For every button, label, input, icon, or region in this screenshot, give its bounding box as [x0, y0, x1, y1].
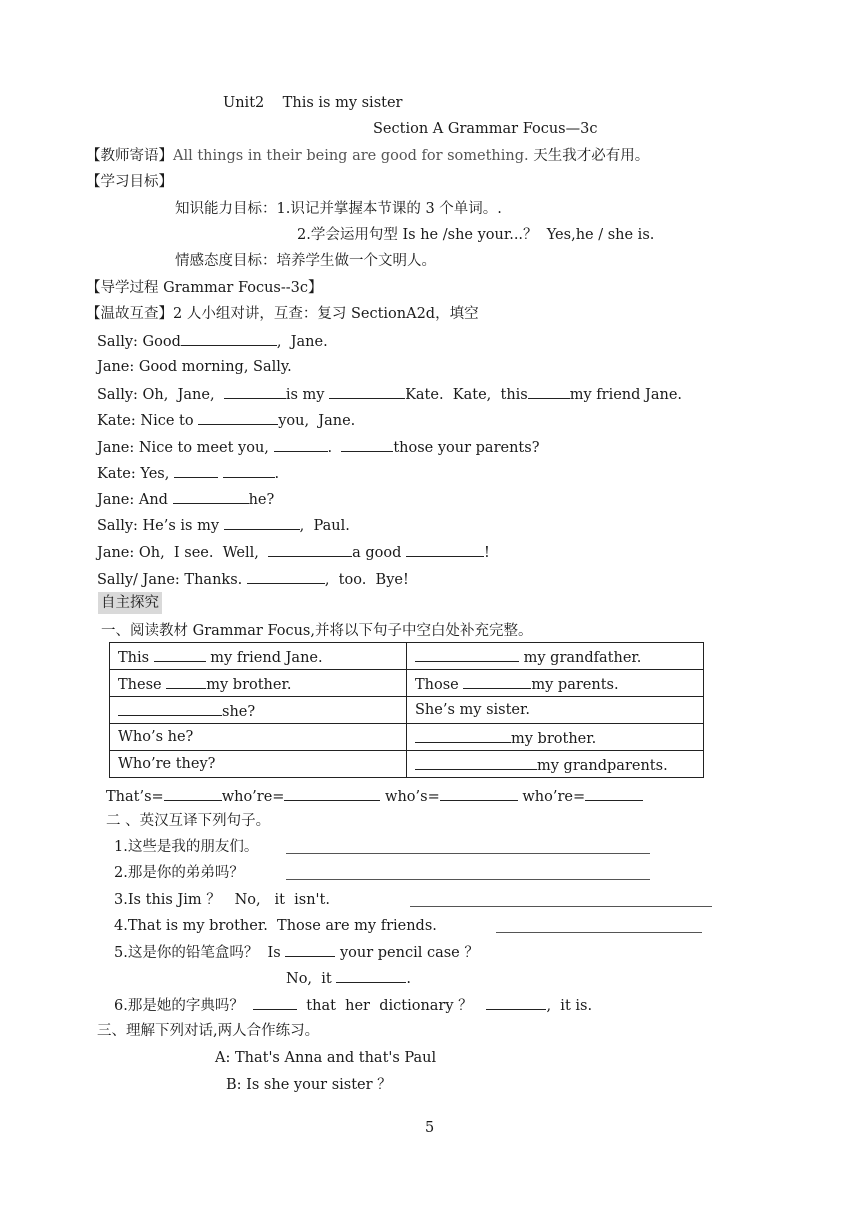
- translate-item: No, it .: [286, 968, 411, 989]
- translate-item: 5.这是你的铅笔盒吗？ Is your pencil case ？: [114, 942, 479, 963]
- table-row: [110, 751, 704, 778]
- translate-item: 6.那是她的字典吗？ that her dictionary ？ , it is.: [114, 995, 592, 1016]
- part1-instruction: 一、阅读教材 Grammar Focus,并将以下句子中空白处补充完整。: [101, 623, 533, 639]
- unit-title: Unit2 This is my sister: [223, 95, 403, 111]
- table-row: [110, 724, 704, 751]
- dialogue-line: Kate: Nice to you, Jane.: [97, 410, 355, 431]
- table-row: [110, 697, 704, 724]
- blank[interactable]: [164, 786, 222, 801]
- objectives-label: 【学习目标】: [86, 174, 173, 190]
- process-label: 【导学过程 Grammar Focus--3c】: [86, 280, 323, 296]
- blank[interactable]: [415, 647, 519, 662]
- dialogue-line: Sally/ Jane: Thanks. , too. Bye!: [97, 569, 409, 590]
- motto-chinese: 天生我才必有用。: [528, 148, 650, 164]
- blank[interactable]: [284, 786, 380, 801]
- blank[interactable]: [223, 463, 275, 478]
- table-cell: Those my parents.: [407, 670, 704, 697]
- blank[interactable]: [198, 410, 278, 425]
- dialogue-b: B: Is she your sister ？: [226, 1077, 392, 1093]
- table-cell: my brother.: [407, 724, 704, 751]
- table-row: [110, 643, 704, 670]
- review-title: 【温故互查】2 人小组对讲，互查：复习 SectionA2d，填空: [86, 306, 479, 322]
- blank[interactable]: [154, 647, 206, 662]
- answer-line[interactable]: [496, 931, 702, 933]
- table-cell: my grandparents.: [407, 751, 704, 778]
- table-cell: She’s my sister.: [407, 697, 704, 724]
- blank[interactable]: [274, 437, 328, 452]
- blank[interactable]: [415, 728, 511, 743]
- blank[interactable]: [528, 384, 570, 399]
- table-cell: she?: [110, 697, 407, 724]
- blank[interactable]: [415, 755, 537, 770]
- blank[interactable]: [118, 701, 222, 716]
- blank[interactable]: [166, 674, 206, 689]
- dialogue-line: Jane: Oh, I see. Well, a good !: [97, 542, 490, 563]
- blank[interactable]: [285, 942, 335, 957]
- blank[interactable]: [440, 786, 518, 801]
- blank[interactable]: [336, 968, 406, 983]
- dialogue-line: Sally: He’s is my , Paul.: [97, 515, 350, 536]
- blank[interactable]: [224, 515, 300, 530]
- blank[interactable]: [406, 542, 484, 557]
- blank[interactable]: [463, 674, 531, 689]
- objective-knowledge: 知识能力目标：1.识记并掌握本节课的 3 个单词。.: [175, 201, 502, 217]
- blank[interactable]: [486, 995, 546, 1010]
- blank[interactable]: [174, 463, 218, 478]
- blank[interactable]: [585, 786, 643, 801]
- table-cell: Who’s he?: [110, 724, 407, 751]
- part3-instruction: 三、理解下列对话,两人合作练习。: [97, 1023, 320, 1039]
- table-row: [110, 670, 704, 697]
- answer-line[interactable]: [286, 878, 650, 880]
- blank[interactable]: [181, 331, 277, 346]
- dialogue-line: Sally: Oh, Jane, is my Kate. Kate, this my friend Jane.: [97, 384, 682, 405]
- grammar-table: [109, 642, 704, 778]
- blank[interactable]: [253, 995, 297, 1010]
- dialogue-line: Jane: Good morning, Sally.: [97, 359, 292, 375]
- blank[interactable]: [268, 542, 352, 557]
- table-cell: Who’re they?: [110, 751, 407, 778]
- motto-label: 【教师寄语】: [86, 148, 173, 164]
- blank[interactable]: [341, 437, 393, 452]
- dialogue-a: A: That's Anna and that's Paul: [215, 1050, 437, 1066]
- translate-item: 3.Is this Jim ？ No, it isn't.: [114, 892, 335, 908]
- answer-line[interactable]: [286, 852, 650, 854]
- dialogue-line: Jane: Nice to meet you, . those your parents?: [97, 437, 539, 458]
- blank[interactable]: [224, 384, 286, 399]
- translate-item: 4.That is my brother. Those are my friends.: [114, 918, 437, 934]
- explore-badge: 自主探究: [98, 592, 162, 614]
- table-cell: This my friend Jane.: [110, 643, 407, 670]
- page-number: 5: [425, 1120, 435, 1136]
- motto-english: All things in their being are good for something.: [173, 148, 529, 164]
- teacher-motto: [86, 146, 649, 166]
- blank[interactable]: [247, 569, 325, 584]
- answer-line[interactable]: [410, 905, 712, 907]
- objective-sentence: 2.学会运用句型 Is he /she your...？ Yes,he / she is.: [297, 227, 655, 243]
- part2-instruction: 二 、英汉互译下列句子。: [106, 813, 271, 829]
- table-cell: These my brother.: [110, 670, 407, 697]
- section-title: Section A Grammar Focus—3c: [373, 121, 598, 137]
- dialogue-line: Jane: And he?: [97, 489, 274, 510]
- dialogue-line: Sally: Good , Jane.: [97, 331, 328, 352]
- contractions-line: That’s= who’re= who’s= who’re=: [106, 786, 643, 807]
- dialogue-line: Kate: Yes, .: [97, 463, 279, 484]
- table-cell: my grandfather.: [407, 643, 704, 670]
- blank[interactable]: [329, 384, 405, 399]
- blank[interactable]: [173, 489, 249, 504]
- translate-item: 2.那是你的弟弟吗？: [114, 865, 244, 881]
- translate-item: 1.这些是我的朋友们。: [114, 839, 259, 855]
- objective-attitude: 情感态度目标：培养学生做一个文明人。: [175, 253, 436, 269]
